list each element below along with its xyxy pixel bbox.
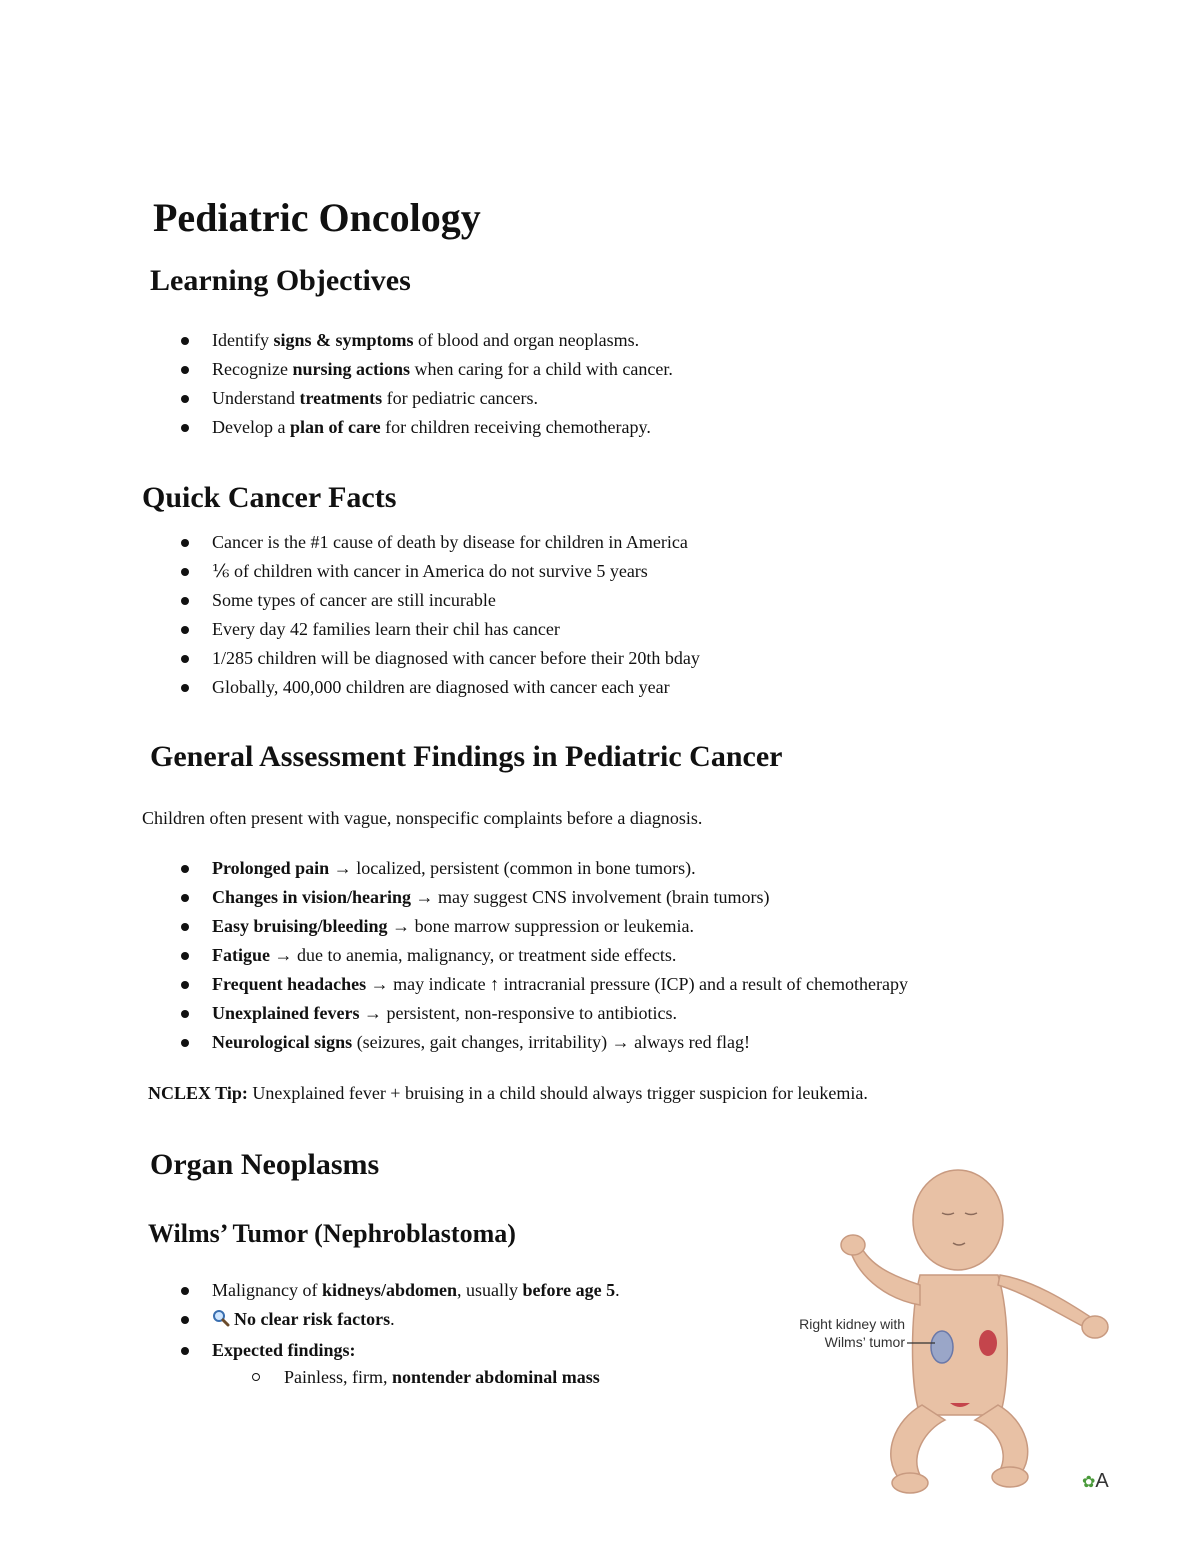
list-item: Easy bruising/bleeding → bone marrow suppression or leukemia. xyxy=(142,912,908,941)
figure-caption: Right kidney with Wilms’ tumor xyxy=(799,1316,905,1350)
quick-facts-heading: Quick Cancer Facts xyxy=(142,481,397,514)
assessment-heading: General Assessment Findings in Pediatric Cancer xyxy=(150,740,783,773)
list-item: Understand treatments for pediatric cancers. xyxy=(142,384,673,413)
list-item: Every day 42 families learn their chil has cancer xyxy=(142,615,700,644)
list-item: No clear risk factors. xyxy=(142,1305,620,1336)
list-item: 1/285 children will be diagnosed with cancer before their 20th bday xyxy=(142,644,700,673)
wilms-heading: Wilms’ Tumor (Nephroblastoma) xyxy=(148,1219,516,1248)
leaf-icon: ✿ xyxy=(1082,1474,1096,1491)
list-item: Frequent headaches → may indicate ↑ intracranial pressure (ICP) and a result of chemotherapy xyxy=(142,970,908,999)
list-item: Recognize nursing actions when caring for a child with cancer. xyxy=(142,355,673,384)
tumor-mark xyxy=(931,1331,953,1363)
wilms-list xyxy=(142,1276,620,1365)
list-item: Expected findings: xyxy=(142,1336,620,1365)
list-item: Develop a plan of care for children receiving chemotherapy. xyxy=(142,413,673,442)
assessment-list xyxy=(142,854,908,1057)
list-item: Fatigue → due to anemia, malignancy, or treatment side effects. xyxy=(142,941,908,970)
kidney-mark xyxy=(979,1330,997,1356)
quick-facts-list xyxy=(142,528,700,702)
learning-objectives-heading: Learning Objectives xyxy=(150,264,411,297)
list-item: Cancer is the #1 cause of death by disease for children in America xyxy=(142,528,700,557)
page-title: Pediatric Oncology xyxy=(153,195,481,240)
organ-neoplasms-heading: Organ Neoplasms xyxy=(150,1148,380,1181)
list-item: Unexplained fevers → persistent, non-responsive to antibiotics. xyxy=(142,999,908,1028)
list-item: Changes in vision/hearing → may suggest CNS involvement (brain tumors) xyxy=(142,883,908,912)
list-item: Neurological signs (seizures, gait changes, irritability) → always red flag! xyxy=(142,1028,908,1057)
list-item: Some types of cancer are still incurable xyxy=(142,586,700,615)
list-item: Prolonged pain → localized, persistent (common in bone tumors). xyxy=(142,854,908,883)
list-item: Malignancy of kidneys/abdomen, usually before age 5. xyxy=(142,1276,620,1305)
list-item: Painless, firm, nontender abdominal mass xyxy=(142,1363,600,1392)
assessment-intro: Children often present with vague, nonspecific complaints before a diagnosis. xyxy=(142,808,703,828)
list-item: ⅙ of children with cancer in America do not survive 5 years xyxy=(142,557,700,586)
wilms-sublist xyxy=(142,1363,600,1392)
publisher-watermark: ✿A xyxy=(1082,1470,1109,1492)
list-item: Identify signs & symptoms of blood and organ neoplasms. xyxy=(142,326,673,355)
learning-objectives-list xyxy=(142,326,673,442)
list-item: Globally, 400,000 children are diagnosed with cancer each year xyxy=(142,673,700,702)
magnifying-glass-icon xyxy=(212,1307,234,1336)
nclex-tip: NCLEX Tip: Unexplained fever + bruising in a child should always trigger suspicion for leukemia. xyxy=(148,1083,868,1103)
